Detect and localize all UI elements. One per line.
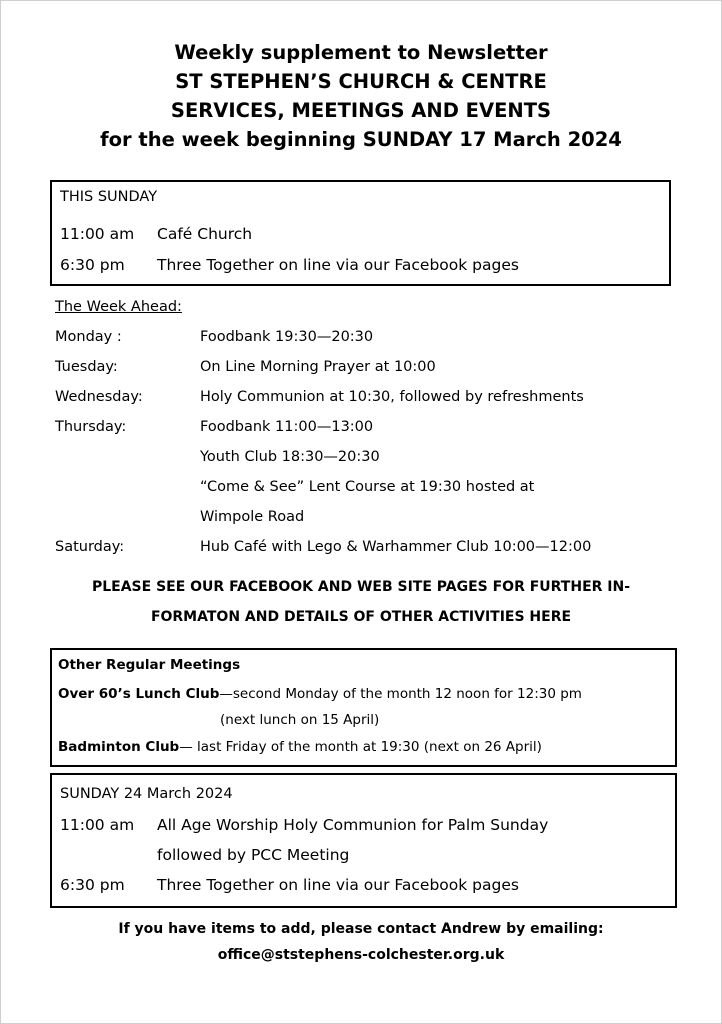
day-saturday: Saturday:	[55, 539, 125, 555]
day-wednesday: Wednesday:	[55, 389, 143, 405]
this-sunday-desc-1: Café Church	[157, 225, 253, 243]
week-ahead-title: The Week Ahead:	[55, 299, 182, 315]
thursday-item-4: Wimpole Road	[200, 509, 305, 525]
day-monday: Monday :	[55, 329, 122, 345]
this-sunday-time-1: 11:00 am	[60, 225, 135, 243]
thursday-item-2: Youth Club 18:30—20:30	[200, 449, 380, 465]
next-sunday-desc-1b: followed by PCC Meeting	[157, 846, 350, 864]
this-sunday-desc-2: Three Together on line via our Facebook pages	[157, 256, 519, 274]
regular-meetings-title: Other Regular Meetings	[58, 657, 241, 673]
this-sunday-time-2: 6:30 pm	[60, 256, 125, 274]
next-sunday-time-2: 6:30 pm	[60, 876, 125, 894]
tuesday-item-1: On Line Morning Prayer at 10:00	[200, 359, 436, 375]
next-sunday-title: SUNDAY 24 March 2024	[60, 786, 233, 802]
monday-item-1: Foodbank 19:30—20:30	[200, 329, 374, 345]
lunch-club-name: Over 60’s Lunch Club	[58, 686, 220, 702]
next-sunday-desc-1: All Age Worship Holy Communion for Palm Sunday	[157, 816, 549, 834]
footer-contact-line: If you have items to add, please contact Andrew by emailing:	[118, 921, 604, 937]
this-sunday-title: THIS SUNDAY	[60, 189, 158, 205]
badminton-line	[58, 739, 542, 755]
header-line-1: Weekly supplement to Newsletter	[174, 41, 548, 64]
notice-line-2: FORMATON AND DETAILS OF OTHER ACTIVITIES HERE	[150, 609, 572, 625]
lunch-club-note: (next lunch on 15 April)	[220, 712, 380, 728]
day-tuesday: Tuesday:	[55, 359, 118, 375]
saturday-item-1: Hub Café with Lego & Warhammer Club 10:00—12:00	[200, 539, 592, 555]
next-sunday-desc-2: Three Together on line via our Facebook pages	[157, 876, 519, 894]
thursday-item-1: Foodbank 11:00—13:00	[200, 419, 374, 435]
newsletter-header	[0, 38, 722, 154]
header-line-4: for the week beginning SUNDAY 17 March 2024	[100, 128, 622, 151]
thursday-item-3: “Come & See” Lent Course at 19:30 hosted at	[200, 479, 535, 495]
header-line-2: ST STEPHEN’S CHURCH & CENTRE	[175, 70, 547, 93]
day-thursday: Thursday:	[55, 419, 127, 435]
badminton-name: Badminton Club	[58, 739, 180, 755]
footer-email: office@ststephens-colchester.org.uk	[217, 947, 505, 963]
wednesday-item-1: Holy Communion at 10:30, followed by refreshments	[200, 389, 584, 405]
lunch-club-line	[58, 686, 582, 702]
header-line-3: SERVICES, MEETINGS AND EVENTS	[170, 99, 552, 122]
notice-line-1: PLEASE SEE OUR FACEBOOK AND WEB SITE PAGES FOR FURTHER IN-	[91, 579, 631, 595]
next-sunday-time-1: 11:00 am	[60, 816, 135, 834]
badminton-detail: — last Friday of the month at 19:30 (next on 26 April)	[179, 739, 542, 755]
lunch-club-detail: —second Monday of the month 12 noon for 12:30 pm	[219, 686, 582, 702]
